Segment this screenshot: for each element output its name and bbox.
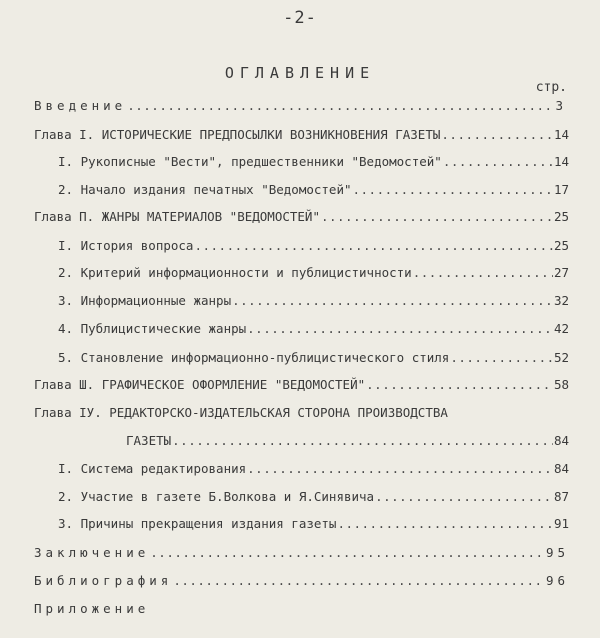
toc-entry-text: 2. Участие в газете Б.Волкова и Я.Синявича	[58, 489, 375, 504]
leader-dots	[247, 461, 553, 476]
toc-entry-page: 32	[553, 293, 569, 308]
leader-dots	[337, 516, 552, 531]
toc-entry-page: 91	[553, 516, 569, 531]
toc-entry-page: 84	[553, 461, 569, 476]
toc-entry	[58, 182, 569, 197]
toc-entry-text: Глава Ш. ГРАФИЧЕСКОЕ ОФОРМЛЕНИЕ "ВЕДОМОСТЕЙ"	[34, 377, 366, 392]
toc-entry-page: 25	[553, 209, 569, 224]
toc-entry-page: 87	[553, 489, 569, 504]
toc-entry-page: 95	[545, 545, 569, 560]
toc-entry-text: Библиография	[34, 573, 173, 588]
leader-dots	[150, 545, 545, 560]
toc-entry	[34, 405, 569, 420]
toc-entry-text: 4. Публицистические жанры	[58, 321, 247, 336]
toc-entry	[34, 127, 569, 142]
toc-entry-page: 25	[553, 238, 569, 253]
page-column-label: стр.	[535, 80, 567, 95]
leader-dots	[441, 127, 553, 142]
toc-entry-text: 3. Информационные жанры	[58, 293, 232, 308]
leader-dots	[366, 377, 553, 392]
page-title: ОГЛАВЛЕНИЕ	[224, 64, 376, 82]
toc-entry	[34, 377, 569, 392]
toc-entry	[58, 154, 569, 169]
leader-dots	[321, 209, 553, 224]
toc-entry	[58, 489, 569, 504]
leader-dots	[450, 350, 553, 365]
toc-entry-text: 5. Становление информационно-публицистического стиля	[58, 350, 450, 365]
toc-entry-text: 2. Начало издания печатных "Ведомостей"	[58, 182, 352, 197]
toc-entry-text: Глава I. ИСТОРИЧЕСКИЕ ПРЕДПОСЫЛКИ ВОЗНИКНОВЕНИЯ ГАЗЕТЫ	[34, 127, 441, 142]
toc-entry-text: 2. Критерий информационности и публицистичности	[58, 265, 412, 280]
toc-entry-text: 3. Причины прекращения издания газеты	[58, 516, 337, 531]
toc-entry-page: 96	[545, 573, 569, 588]
toc-entry	[34, 601, 569, 616]
toc-entry-text: Глава IУ. РЕДАКТОРСКО-ИЗДАТЕЛЬСКАЯ СТОРОНА ПРОИЗВОДСТВА	[34, 405, 448, 420]
toc-entry	[58, 321, 569, 336]
toc-entry-text: Заключение	[34, 545, 150, 560]
leader-dots	[172, 433, 553, 448]
toc-entry-text: I. История вопроса	[58, 238, 194, 253]
toc-entry-text: Приложение	[34, 601, 150, 616]
leader-dots	[173, 573, 545, 588]
toc-entry	[58, 516, 569, 531]
leader-dots	[353, 182, 553, 197]
leader-dots	[375, 489, 553, 504]
toc-entry-page: 14	[553, 154, 569, 169]
page-number: -2-	[283, 8, 317, 28]
leader-dots	[413, 265, 553, 280]
toc-entry	[34, 573, 569, 588]
toc-entry-text: I. Рукописные "Вести", предшественники "Ведомостей"	[58, 154, 442, 169]
toc-entry-page: 42	[553, 321, 569, 336]
leader-dots	[127, 98, 554, 113]
toc-entry-page: 84	[553, 433, 569, 448]
toc-entry	[58, 461, 569, 476]
toc-entry	[58, 238, 569, 253]
leader-dots	[443, 154, 553, 169]
toc-entry-page: 3	[555, 98, 567, 113]
toc-entry-page: 52	[553, 350, 569, 365]
toc-entry-page: 27	[553, 265, 569, 280]
toc-entry-text: Введение	[34, 98, 127, 113]
leader-dots	[232, 293, 553, 308]
toc-entry-page: 17	[553, 182, 569, 197]
toc-entry	[58, 265, 569, 280]
leader-dots	[247, 321, 553, 336]
leader-dots	[194, 238, 552, 253]
toc-entry-text: ГАЗЕТЫ	[126, 433, 172, 448]
toc-entry	[34, 98, 567, 113]
toc-entry	[34, 545, 569, 560]
toc-entry	[126, 433, 569, 448]
toc-entry-text: I. Система редактирования	[58, 461, 247, 476]
toc-entry-text: Глава П. ЖАНРЫ МАТЕРИАЛОВ "ВЕДОМОСТЕЙ"	[34, 209, 320, 224]
toc-entry-page: 14	[553, 127, 569, 142]
toc-entry	[58, 350, 569, 365]
toc-entry	[58, 293, 569, 308]
toc-entry-page: 58	[553, 377, 569, 392]
toc-entry	[34, 209, 569, 224]
